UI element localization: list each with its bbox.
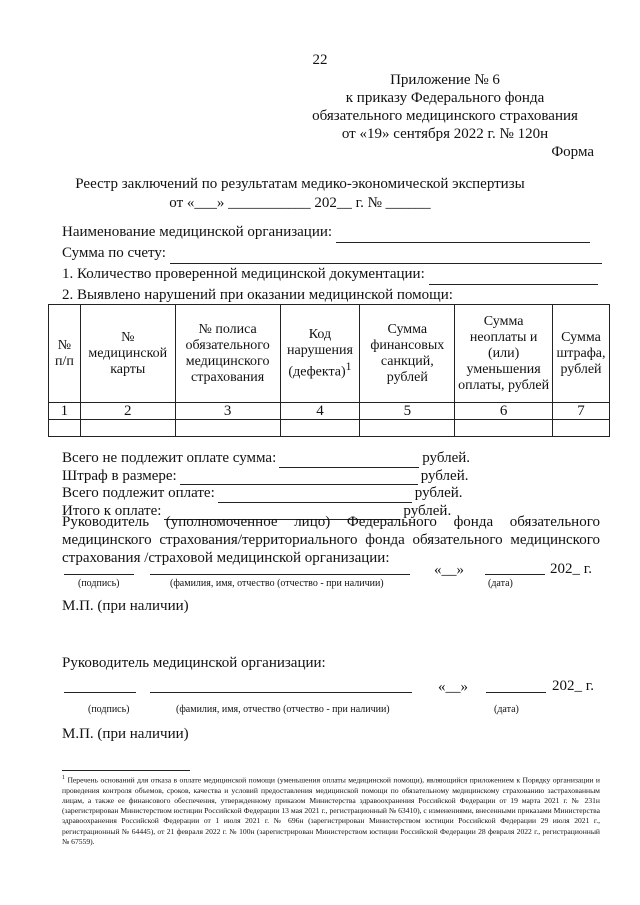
name-line xyxy=(150,574,410,575)
table-cell xyxy=(553,420,610,437)
col-number: 2 xyxy=(80,403,175,420)
col-number: 6 xyxy=(455,403,553,420)
invoice-sum-label: Сумма по счету: xyxy=(62,245,166,261)
checked-docs-blank xyxy=(429,269,598,285)
appendix-line-3: обязательного медицинского страхования xyxy=(312,108,578,124)
invoice-sum-field xyxy=(62,243,602,264)
table-header-row xyxy=(49,305,610,403)
payable-line xyxy=(62,485,470,503)
header-fine: Сумма штрафа, рублей xyxy=(553,305,610,403)
fine-label: Штраф в размере: xyxy=(62,467,177,484)
appendix-line-4: от «19» сентября 2022 г. № 120н xyxy=(341,126,549,142)
stamp-label: М.П. (при наличии) xyxy=(62,726,189,742)
header-fields xyxy=(62,222,602,306)
total-payable-label: Итого к оплате: xyxy=(62,502,162,519)
date-caption: (дата) xyxy=(494,704,519,715)
fine-line xyxy=(62,468,470,486)
year-label: 202_ г. xyxy=(552,678,594,694)
appendix-line-2: к приказу Федерального фонда xyxy=(345,90,545,106)
signature-line xyxy=(64,692,136,693)
violations-label-line xyxy=(62,285,602,306)
footnote-rule xyxy=(62,770,190,771)
header-policy: № полиса обязательного медицинского страхования xyxy=(175,305,280,403)
footnote-mark: 1 xyxy=(62,775,65,781)
table-cell xyxy=(360,420,455,437)
table-cell xyxy=(49,420,81,437)
name-caption: (фамилия, имя, отчество (отчество - при наличии) xyxy=(176,704,390,715)
title-line-2: от «___» ___________ 202__ г. № ______ xyxy=(169,195,431,211)
header-med-card: № медицинской карты xyxy=(80,305,175,403)
appendix-line-1: Приложение № 6 xyxy=(390,72,500,88)
name-line xyxy=(150,692,412,693)
org-head-label: Руководитель медицинской организации: xyxy=(62,655,326,671)
checked-docs-label: 1. Количество проверенной медицинской документации: xyxy=(62,266,425,282)
fund-head-label: Руководитель (уполномоченное лицо) Федерального фонда обязательного медицинского страхования/территориального фонда обязательного медицинского страхования /страховой медицинской организации: xyxy=(62,514,600,566)
not-payable-line xyxy=(62,450,470,468)
date-quote: «__» xyxy=(434,562,464,578)
date-quote: «__» xyxy=(438,679,468,695)
currency-label: рублей. xyxy=(403,502,452,519)
column-number-row xyxy=(49,403,610,420)
not-payable-label: Всего не подлежит оплате сумма: xyxy=(62,450,277,466)
footnote-ref: 1 xyxy=(345,359,352,373)
fine-blank xyxy=(180,470,418,485)
col-number: 5 xyxy=(360,403,455,420)
date-caption: (дата) xyxy=(488,578,513,589)
header-violation-code xyxy=(280,305,360,403)
org-name-blank xyxy=(336,227,590,243)
date-line xyxy=(486,692,546,693)
registry-title xyxy=(0,175,600,213)
table-cell xyxy=(175,420,280,437)
violations-label: 2. Выявлено нарушений при оказании медицинской помощи: xyxy=(62,287,453,303)
totals-block xyxy=(62,450,470,520)
col-number: 1 xyxy=(49,403,81,420)
table-cell xyxy=(280,420,360,437)
col-number: 3 xyxy=(175,403,280,420)
col-number: 7 xyxy=(553,403,610,420)
invoice-sum-blank xyxy=(170,248,602,264)
currency-label: рублей. xyxy=(420,467,469,484)
name-caption: (фамилия, имя, отчество (отчество - при наличии) xyxy=(170,578,384,589)
violations-table xyxy=(48,304,610,437)
title-line-1: Реестр заключений по результатам медико-экономической экспертизы xyxy=(75,176,525,192)
footnote-text: Перечень оснований для отказа в оплате медицинской помощи (уменьшения оплаты медицинской помощи), являющийся приложением к Порядку организации и проведения контроля объемов, сроков, качества и условий предоставления медицинской помощи по обязательному медицинскому страхованию застрахованным лицам, а также ее финансового обеспечения, утвержденному приказом Министерства здравоохранения Российской Федерации от 19 марта 2021 г. № 231н (зарегистрирован Министерством юстиции Российской Федерации 13 мая 2021 г., регистрационный № 63410), с изменениями, внесенными приказами Министерства здравоохранения Российской Федерации от 1 июля 2021 г. № 696н (зарегистрирован Министерством юстиции Российской Федерации 29 июля 2021 г., регистрационный № 64445), от 21 февраля 2022 г. № 100н (зарегистрирован Министерством юстиции Российской Федерации 28 февраля 2022 г., регистрационный № 67559). xyxy=(62,775,600,846)
currency-label: рублей. xyxy=(422,450,471,466)
page-number: 22 xyxy=(312,52,328,68)
appendix-header xyxy=(300,71,590,143)
form-label: Форма xyxy=(551,144,594,160)
signature-caption: (подпись) xyxy=(78,578,120,589)
table-cell xyxy=(80,420,175,437)
footnote xyxy=(62,773,600,847)
payable-label: Всего подлежит оплате: xyxy=(62,485,215,501)
table-row xyxy=(49,420,610,437)
payable-blank xyxy=(218,488,412,503)
currency-label: рублей. xyxy=(414,485,463,501)
year-label: 202_ г. xyxy=(550,561,592,577)
stamp-label: М.П. (при наличии) xyxy=(62,598,189,614)
header-row-number: № п/п xyxy=(49,305,81,403)
checked-docs-field xyxy=(62,264,602,285)
table-cell xyxy=(455,420,553,437)
col-number: 4 xyxy=(280,403,360,420)
header-sanctions: Сумма финансовых санкций, рублей xyxy=(360,305,455,403)
org-name-label: Наименование медицинской организации: xyxy=(62,224,333,240)
header-violation-code-text: Код нарушения (дефекта) xyxy=(286,326,353,380)
date-line xyxy=(485,574,545,575)
org-name-field xyxy=(62,222,602,243)
header-nonpayment: Сумма неоплаты и (или) уменьшения оплаты, рублей xyxy=(455,305,553,403)
signature-caption: (подпись) xyxy=(88,704,130,715)
signature-line xyxy=(64,574,134,575)
not-payable-blank xyxy=(279,453,419,468)
